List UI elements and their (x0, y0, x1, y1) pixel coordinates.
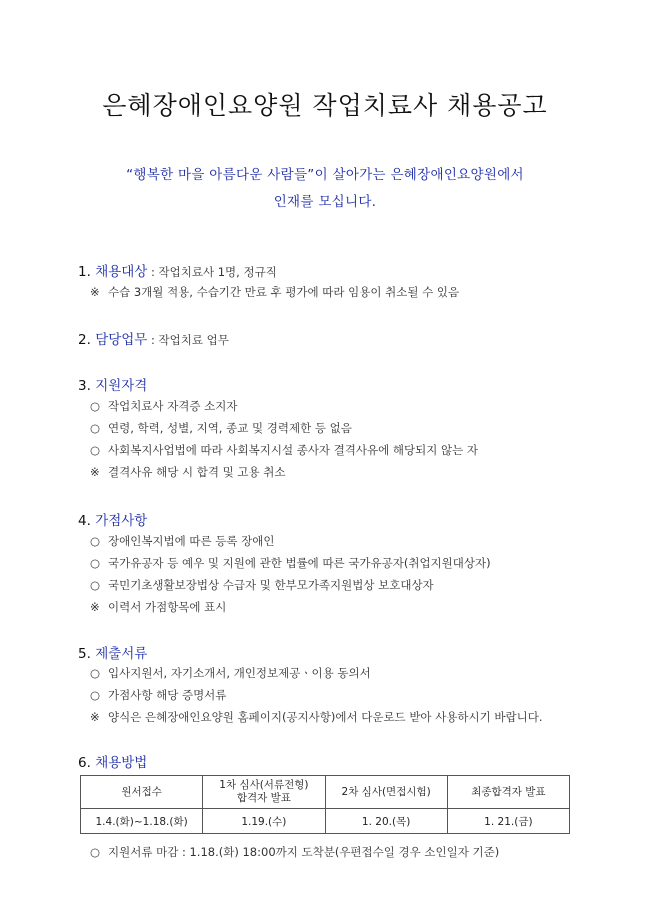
intro-line-2: 인재를 모십니다. (273, 194, 377, 210)
section-title: 제출서류 (95, 646, 148, 662)
table-cell: 1.4.(화)~1.18.(화) (81, 809, 203, 834)
section-5-item (90, 665, 371, 681)
section-title: 지원자격 (95, 378, 148, 394)
section-number: 1. (78, 264, 91, 280)
table-cell: 1. 20.(목) (325, 809, 447, 834)
section-6-heading (78, 751, 147, 771)
bullet-mark: ○ (90, 845, 101, 859)
section-title: 가점사항 (95, 513, 148, 529)
section-3-item (90, 420, 352, 436)
bullet-mark: ○ (90, 578, 101, 592)
section-4-item (90, 599, 226, 615)
section-5-item (90, 687, 226, 703)
section-number: 4. (78, 513, 91, 529)
page-title: 은혜장애인요양원 작업치료사 채용공고 (102, 91, 548, 120)
section-4-item (90, 555, 491, 571)
note-mark: ※ (90, 285, 100, 299)
section-5-item (90, 709, 542, 725)
section-title: 채용방법 (95, 755, 148, 771)
bullet-mark: ○ (90, 688, 101, 702)
bullet-mark: ○ (90, 534, 101, 548)
note-mark: ※ (90, 710, 100, 724)
bullet-mark: ○ (90, 421, 101, 435)
section-4-heading (78, 509, 147, 529)
section-5-heading (78, 642, 147, 662)
schedule-table (80, 775, 570, 834)
item-text: 이력서 가점항목에 표시 (108, 600, 227, 614)
item-text: 지원서류 마감 : 1.18.(화) 18:00까지 도착분(우편접수일 경우 소인일자 기준) (108, 845, 500, 859)
item-text: 연령, 학력, 성별, 지역, 종교 및 경력제한 등 없음 (108, 421, 352, 435)
item-text: 가점사항 해당 증명서류 (108, 688, 227, 702)
section-number: 5. (78, 646, 91, 662)
item-text: 양식은 은혜장애인요양원 홈페이지(공지사항)에서 다운로드 받아 사용하시기 바랍니다. (108, 710, 543, 724)
item-text: 작업치료사 자격증 소지자 (108, 399, 238, 413)
item-text: 국민기초생활보장법상 수급자 및 한부모가족지원법상 보호대상자 (108, 578, 434, 592)
table-row (81, 809, 570, 834)
bullet-mark: ○ (90, 399, 101, 413)
section-4-item (90, 577, 434, 593)
section-4-item (90, 533, 275, 549)
item-text: 국가유공자 등 예우 및 지원에 관한 법률에 따른 국가유공자(취업지원대상자) (108, 556, 491, 570)
note-mark: ※ (90, 600, 100, 614)
bullet-mark: ○ (90, 556, 101, 570)
column-header: 최종합격자 발표 (447, 776, 569, 809)
item-text: 결격사유 해당 시 합격 및 고용 취소 (108, 465, 286, 479)
section-3-item (90, 442, 478, 458)
section-number: 2. (78, 332, 91, 348)
table-header-row (81, 776, 570, 809)
section-title: 담당업무 (95, 332, 148, 348)
column-header: 1차 심사(서류전형) 합격자 발표 (203, 776, 325, 809)
section-title: 채용대상 (95, 264, 148, 280)
bullet-mark: ○ (90, 443, 101, 457)
section-number: 3. (78, 378, 91, 394)
column-header: 원서접수 (81, 776, 203, 809)
section-number: 6. (78, 755, 91, 771)
item-text: 사회복지사업법에 따라 사회복지시설 종사자 결격사유에 해당되지 않는 자 (108, 443, 478, 457)
section-2-heading (78, 328, 229, 348)
section-3-item (90, 464, 285, 480)
section-detail: : 작업치료 업무 (147, 333, 229, 347)
bullet-mark: ○ (90, 666, 101, 680)
section-3-heading (78, 374, 147, 394)
deadline-note (90, 844, 499, 860)
table-cell: 1. 21.(금) (447, 809, 569, 834)
intro-line-1: “행복한 마을 아름다운 사람들”이 살아가는 은혜장애인요양원에서 (126, 167, 524, 183)
table-cell: 1.19.(수) (203, 809, 325, 834)
section-1-item (90, 284, 459, 300)
note-mark: ※ (90, 465, 100, 479)
column-header: 2차 심사(면접시험) (325, 776, 447, 809)
item-text: 장애인복지법에 따른 등록 장애인 (108, 534, 275, 548)
section-1-heading (78, 260, 277, 280)
item-text: 입사지원서, 자기소개서, 개인정보제공ㆍ이용 동의서 (108, 666, 371, 680)
item-text: 수습 3개월 적용, 수습기간 만료 후 평가에 따라 임용이 취소될 수 있음 (108, 285, 460, 299)
section-detail: : 작업치료사 1명, 정규직 (147, 265, 277, 279)
section-3-item (90, 398, 238, 414)
